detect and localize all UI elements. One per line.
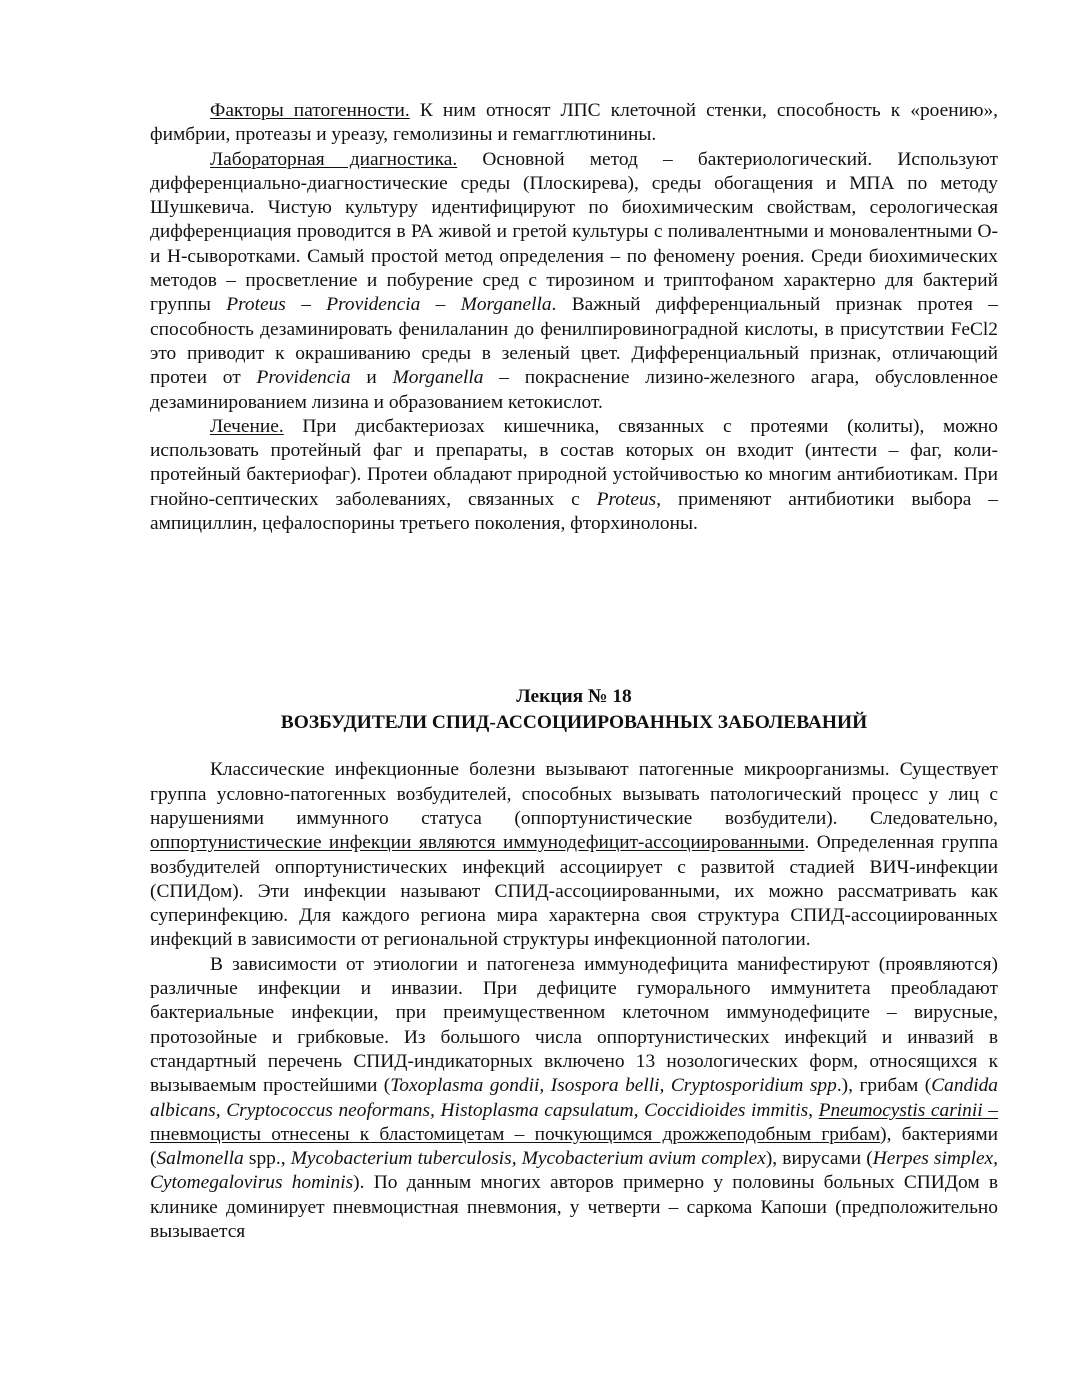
underlined-text: оппортунистические инфекции являются иммунодефицит-ассоциированными	[150, 832, 805, 854]
text: – покраснение лизино-железного агара, обусловленное дезаминированием лизина и образованием кетокислот.	[150, 367, 998, 413]
text: К ним относят ЛПС клеточной стенки, способность к «роению», фимбрии, протеазы и уреазу, гемолизины и гемагглютинины.	[150, 100, 998, 146]
lecture-header	[150, 684, 998, 736]
text: . Определенная группа возбудителей оппортунистических инфекций ассоциирует с развитой стадией ВИЧ-инфекции (СПИДом). Эти инфекции называют СПИД-ассоциированными, их можно рассматривать как суперинфекцию. Для каждого региона мира характерна своя структура СПИД-ассоциированных инфекций в зависимости от региональной структуры инфекционной патологии.	[150, 832, 998, 951]
spacer	[150, 736, 998, 758]
text: Классические инфекционные болезни вызывают патогенные микроорганизмы. Существует группа условно-патогенных возбудителей, способных вызывать патологический процесс у лиц с нарушениями иммунного статуса (оппортунистические возбудители). Следовательно,	[150, 759, 998, 829]
text: .), грибам (	[836, 1075, 932, 1097]
italic-taxon: Proteus – Providencia – Morganella	[226, 294, 552, 316]
spacer	[150, 536, 998, 684]
italic-taxon: Proteus	[596, 488, 657, 510]
document-page	[150, 99, 998, 1244]
paragraph-aids-indicator-diseases	[150, 953, 998, 1245]
text: . Важный дифференциальный признак протея – способность дезаминировать фенилаланин до фенилпировиноградной кислоты, в присутствии FeCl2 это приводит к окрашиванию среды в зеленый цвет. Дифференциальный признак, отличающий протеи от	[150, 294, 999, 389]
paragraph-opportunistic-infections	[150, 758, 998, 952]
italic-taxon: Mycobacterium tuberculosis, Mycobacterium avium complex	[290, 1148, 766, 1170]
lecture-title: ВОЗБУДИТЕЛИ СПИД-АССОЦИИРОВАННЫХ ЗАБОЛЕВАНИЙ	[280, 712, 868, 734]
italic-taxon: Providencia	[256, 367, 351, 389]
heading-pathogenicity-factors: Факторы патогенности.	[210, 100, 410, 121]
text: и	[350, 367, 393, 389]
heading-treatment: Лечение.	[210, 415, 284, 437]
italic-underlined-taxon: Pneumocystis carinii	[818, 1099, 983, 1121]
lecture-number: Лекция № 18	[516, 686, 632, 708]
paragraph-pathogenicity-factors	[150, 99, 998, 148]
text: ), бактериями (	[150, 1123, 999, 1170]
italic-taxon: Morganella	[392, 367, 484, 389]
text: Основной метод – бактериологический. Используют дифференциально-диагностические среды (Плоскирева), среды обогащения и МПА по методу Шушкевича. Чистую культуру идентифицируют по биохимическим свойствам, серологическая дифференциация проводится в РА живой и гретой культуры с поливалентными и моновалентными О- и Н-сыворотками. Самый простой метод определения – по феномену роения. Среди биохимических методов – просветление и побурение сред с тирозином и триптофаном характерно для бактерий группы	[150, 148, 999, 316]
text: В зависимости от этиологии и патогенеза иммунодефицита манифестируют (проявляются) различные инфекции и инвазии. При дефиците гуморального иммунитета преобладают бактериальные инфекции, при преимущественном клеточном иммунодефиците – вирусные, протозойные и грибковые. Из большого числа оппортунистических инфекций и инвазий в стандартный перечень СПИД-индикаторных включено 13 нозологических форм, относящихся к вызываемым простейшими (	[150, 953, 998, 1097]
italic-taxon: Candida albicans, Cryptococcus neoformans, Histoplasma capsulatum, Coccidioides immitis,	[150, 1075, 999, 1121]
underlined-text: – пневмоцисты отнесены к бластомицетам – почкующимся дрожжеподобным грибам	[150, 1099, 998, 1145]
text: При дисбактериозах кишечника, связанных с протеями (колиты), можно использовать протейный фаг и препараты, в состав которых он входит (интести – фаг, коли-протейный бактериофаг). Протеи обладают природной устойчивостью ко многим антибиотикам. При гнойно-септических заболеваниях, связанных с	[150, 415, 998, 510]
text: ), вирусами (	[765, 1148, 873, 1170]
paragraph-lab-diagnostics	[150, 148, 998, 415]
text: , применяют антибиотики выбора – ампициллин, цефалоспорины третьего поколения, фторхинолоны.	[150, 488, 998, 535]
italic-taxon: Herpes simplex, Cytomegalovirus hominis	[150, 1148, 999, 1194]
text: spp.,	[243, 1148, 291, 1170]
text: ). По данным многих авторов примерно у половины больных СПИДом в клинике доминирует пневмоцистная пневмония, у четверти – саркома Капоши (предположительно вызывается	[150, 1172, 999, 1242]
italic-taxon: Salmonella	[156, 1148, 244, 1170]
paragraph-treatment	[150, 415, 998, 536]
italic-taxon: Toxoplasma gondii, Isospora belli, Cryptosporidium spp	[390, 1075, 837, 1097]
heading-lab-diagnostics: Лабораторная диагностика.	[210, 148, 458, 170]
